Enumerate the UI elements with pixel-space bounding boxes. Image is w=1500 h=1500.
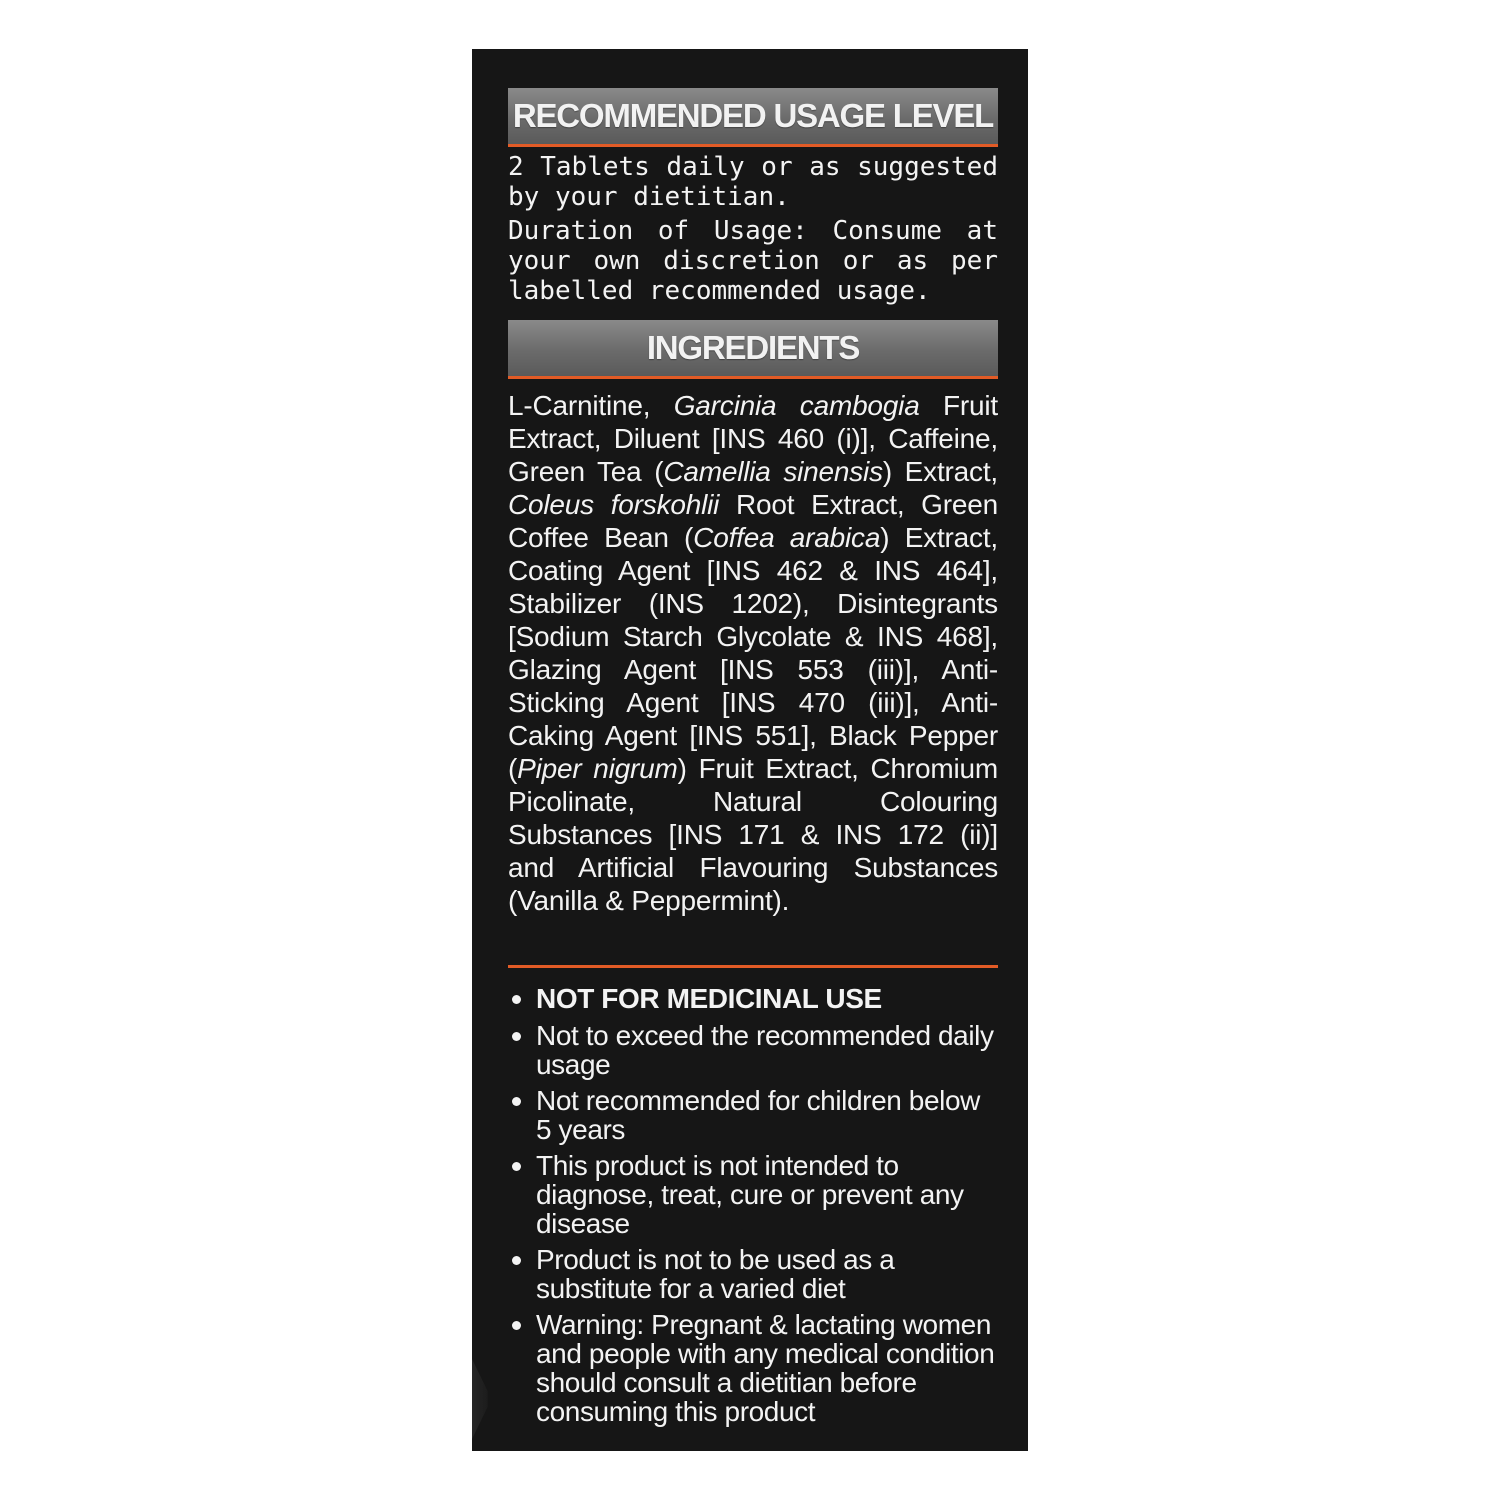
usage-dosage: 2 Tablets daily or as suggested by your dietitian. <box>508 152 998 212</box>
ingredient-text: ) Fruit Extract, Chromium Picolinate, Natural Colouring Substances [INS 171 & INS 172 (ii)] and Artificial Flavouring Substances (Vanilla & Peppermint). <box>508 753 998 916</box>
ingredient-botanical-name: Coleus forskohlii <box>508 489 720 520</box>
ingredient-text: Fruit Extract, Diluent [INS 460 (i)], Caffeine, Green Tea ( <box>508 390 998 487</box>
product-label-panel <box>472 49 1028 1451</box>
usage-heading: RECOMMENDED USAGE LEVEL <box>512 97 994 134</box>
ingredients-heading-bar <box>508 320 998 379</box>
warning-item: This product is not intended to diagnose, treat, cure or prevent any disease <box>508 1151 998 1238</box>
usage-section <box>508 152 998 306</box>
ingredient-botanical-name: Piper nigrum <box>517 753 678 784</box>
ingredient-text: Root Extract, Green Coffee Bean ( <box>508 489 998 553</box>
ingredient-botanical-name: Coffea arabica <box>693 522 881 553</box>
label-content <box>508 88 998 1433</box>
usage-heading-bar <box>508 88 998 147</box>
box-fold-edge <box>472 1359 498 1439</box>
warnings-list <box>508 984 998 1426</box>
ingredient-botanical-name: Camellia sinensis <box>663 456 883 487</box>
warning-item: Warning: Pregnant & lactating women and people with any medical condition should consult a dietitian before consuming this product <box>508 1310 998 1426</box>
ingredient-text: L-Carnitine, <box>508 390 674 421</box>
warning-item: Product is not to be used as a substitute for a varied diet <box>508 1245 998 1303</box>
ingredient-text: ) Extract, Coating Agent [INS 462 & INS 464], Stabilizer (INS 1202), Disintegrants [Sodium Starch Glycolate & INS 468], Glazing Agent [INS 553 (iii)], Anti-Sticking Agent [INS 470 (iii)], Anti-Caking Agent [INS 551], Black Pepper ( <box>508 522 998 784</box>
ingredient-text: ) Extract, <box>882 456 998 487</box>
warning-item: Not recommended for children below 5 years <box>508 1086 998 1144</box>
section-divider <box>508 965 998 968</box>
warning-item: Not to exceed the recommended daily usage <box>508 1021 998 1079</box>
ingredient-botanical-name: Garcinia cambogia <box>673 390 920 421</box>
ingredients-list <box>508 389 998 917</box>
ingredients-heading: INGREDIENTS <box>646 329 860 366</box>
usage-duration: Duration of Usage: Consume at your own discretion or as per labelled recommended usage. <box>508 216 998 306</box>
warning-item: NOT FOR MEDICINAL USE <box>508 984 998 1013</box>
